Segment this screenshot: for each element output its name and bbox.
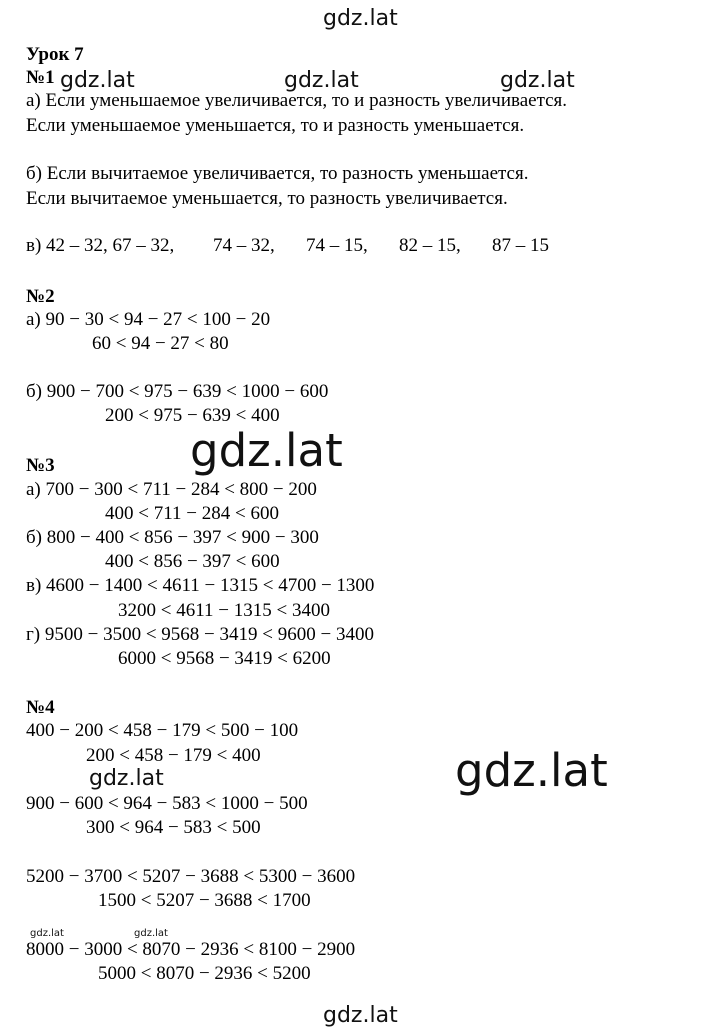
task3-g-line1: г) 9500 − 3500 < 9568 − 3419 < 9600 − 3400 [26, 624, 374, 645]
watermark-small-left: gdz.lat [89, 766, 164, 791]
task1-b-line2: Если вычитаемое уменьшается, то разность увеличивается. [26, 188, 508, 209]
task4-line: 8000 − 3000 < 8070 − 2936 < 8100 − 2900 [26, 939, 356, 960]
task4-line: 1500 < 5207 − 3688 < 1700 [98, 890, 311, 911]
task3-a-line1: а) 700 − 300 < 711 − 284 < 800 − 200 [26, 479, 317, 500]
watermark-tiny-a: gdz.lat [30, 928, 64, 939]
task3-b-line1: б) 800 − 400 < 856 − 397 < 900 − 300 [26, 527, 319, 548]
task3-v-line1: в) 4600 − 1400 < 4611 − 1315 < 4700 − 1300 [26, 575, 375, 596]
task1-b-line1: б) Если вычитаемое увеличивается, то разность уменьшается. [26, 163, 529, 184]
watermark-bottom: gdz.lat [323, 1003, 398, 1028]
task2-a-line1: а) 90 − 30 < 94 − 27 < 100 − 20 [26, 309, 271, 330]
watermark-row1-b: gdz.lat [284, 68, 359, 93]
watermark-row1-a: gdz.lat [60, 68, 135, 93]
task4-line: 900 − 600 < 964 − 583 < 1000 − 500 [26, 793, 308, 814]
task4-line: 5000 < 8070 − 2936 < 5200 [98, 963, 311, 984]
watermark-big-mid: gdz.lat [190, 424, 343, 477]
task1-a-line1: а) Если уменьшаемое увеличивается, то и разность увеличивается. [26, 90, 568, 111]
task3-a-line2: 400 < 711 − 284 < 600 [105, 503, 279, 524]
watermark-row1-c: gdz.lat [500, 68, 575, 93]
task1-v-item: в) 42 – 32, 67 – 32, [26, 235, 175, 256]
task3-b-line2: 400 < 856 − 397 < 600 [105, 551, 280, 572]
task3-g-line2: 6000 < 9568 − 3419 < 6200 [118, 648, 331, 669]
task4-line: 300 < 964 − 583 < 500 [86, 817, 261, 838]
task4-line: 5200 − 3700 < 5207 − 3688 < 5300 − 3600 [26, 866, 356, 887]
task4-line: 400 − 200 < 458 − 179 < 500 − 100 [26, 720, 299, 741]
task3-v-line2: 3200 < 4611 − 1315 < 3400 [118, 600, 330, 621]
watermark-big-right: gdz.lat [455, 744, 608, 797]
task1-a-line2: Если уменьшаемое уменьшается, то и разность уменьшается. [26, 115, 525, 136]
task2-b-line2: 200 < 975 − 639 < 400 [105, 405, 280, 426]
task4-line: 200 < 458 − 179 < 400 [86, 745, 261, 766]
task1-v-item: 87 – 15 [492, 235, 549, 256]
task1-heading: №1 [26, 67, 55, 88]
task2-heading: №2 [26, 286, 55, 307]
lesson-title: Урок 7 [26, 44, 84, 65]
task2-a-line2: 60 < 94 − 27 < 80 [92, 333, 229, 354]
task2-b-line1: б) 900 − 700 < 975 − 639 < 1000 − 600 [26, 381, 329, 402]
task1-v-item: 74 – 32, [213, 235, 275, 256]
task1-v-item: 82 – 15, [399, 235, 461, 256]
task1-v-item: 74 – 15, [306, 235, 368, 256]
watermark-tiny-b: gdz.lat [134, 928, 168, 939]
task3-heading: №3 [26, 455, 55, 476]
task4-heading: №4 [26, 697, 55, 718]
watermark-top: gdz.lat [323, 6, 398, 31]
